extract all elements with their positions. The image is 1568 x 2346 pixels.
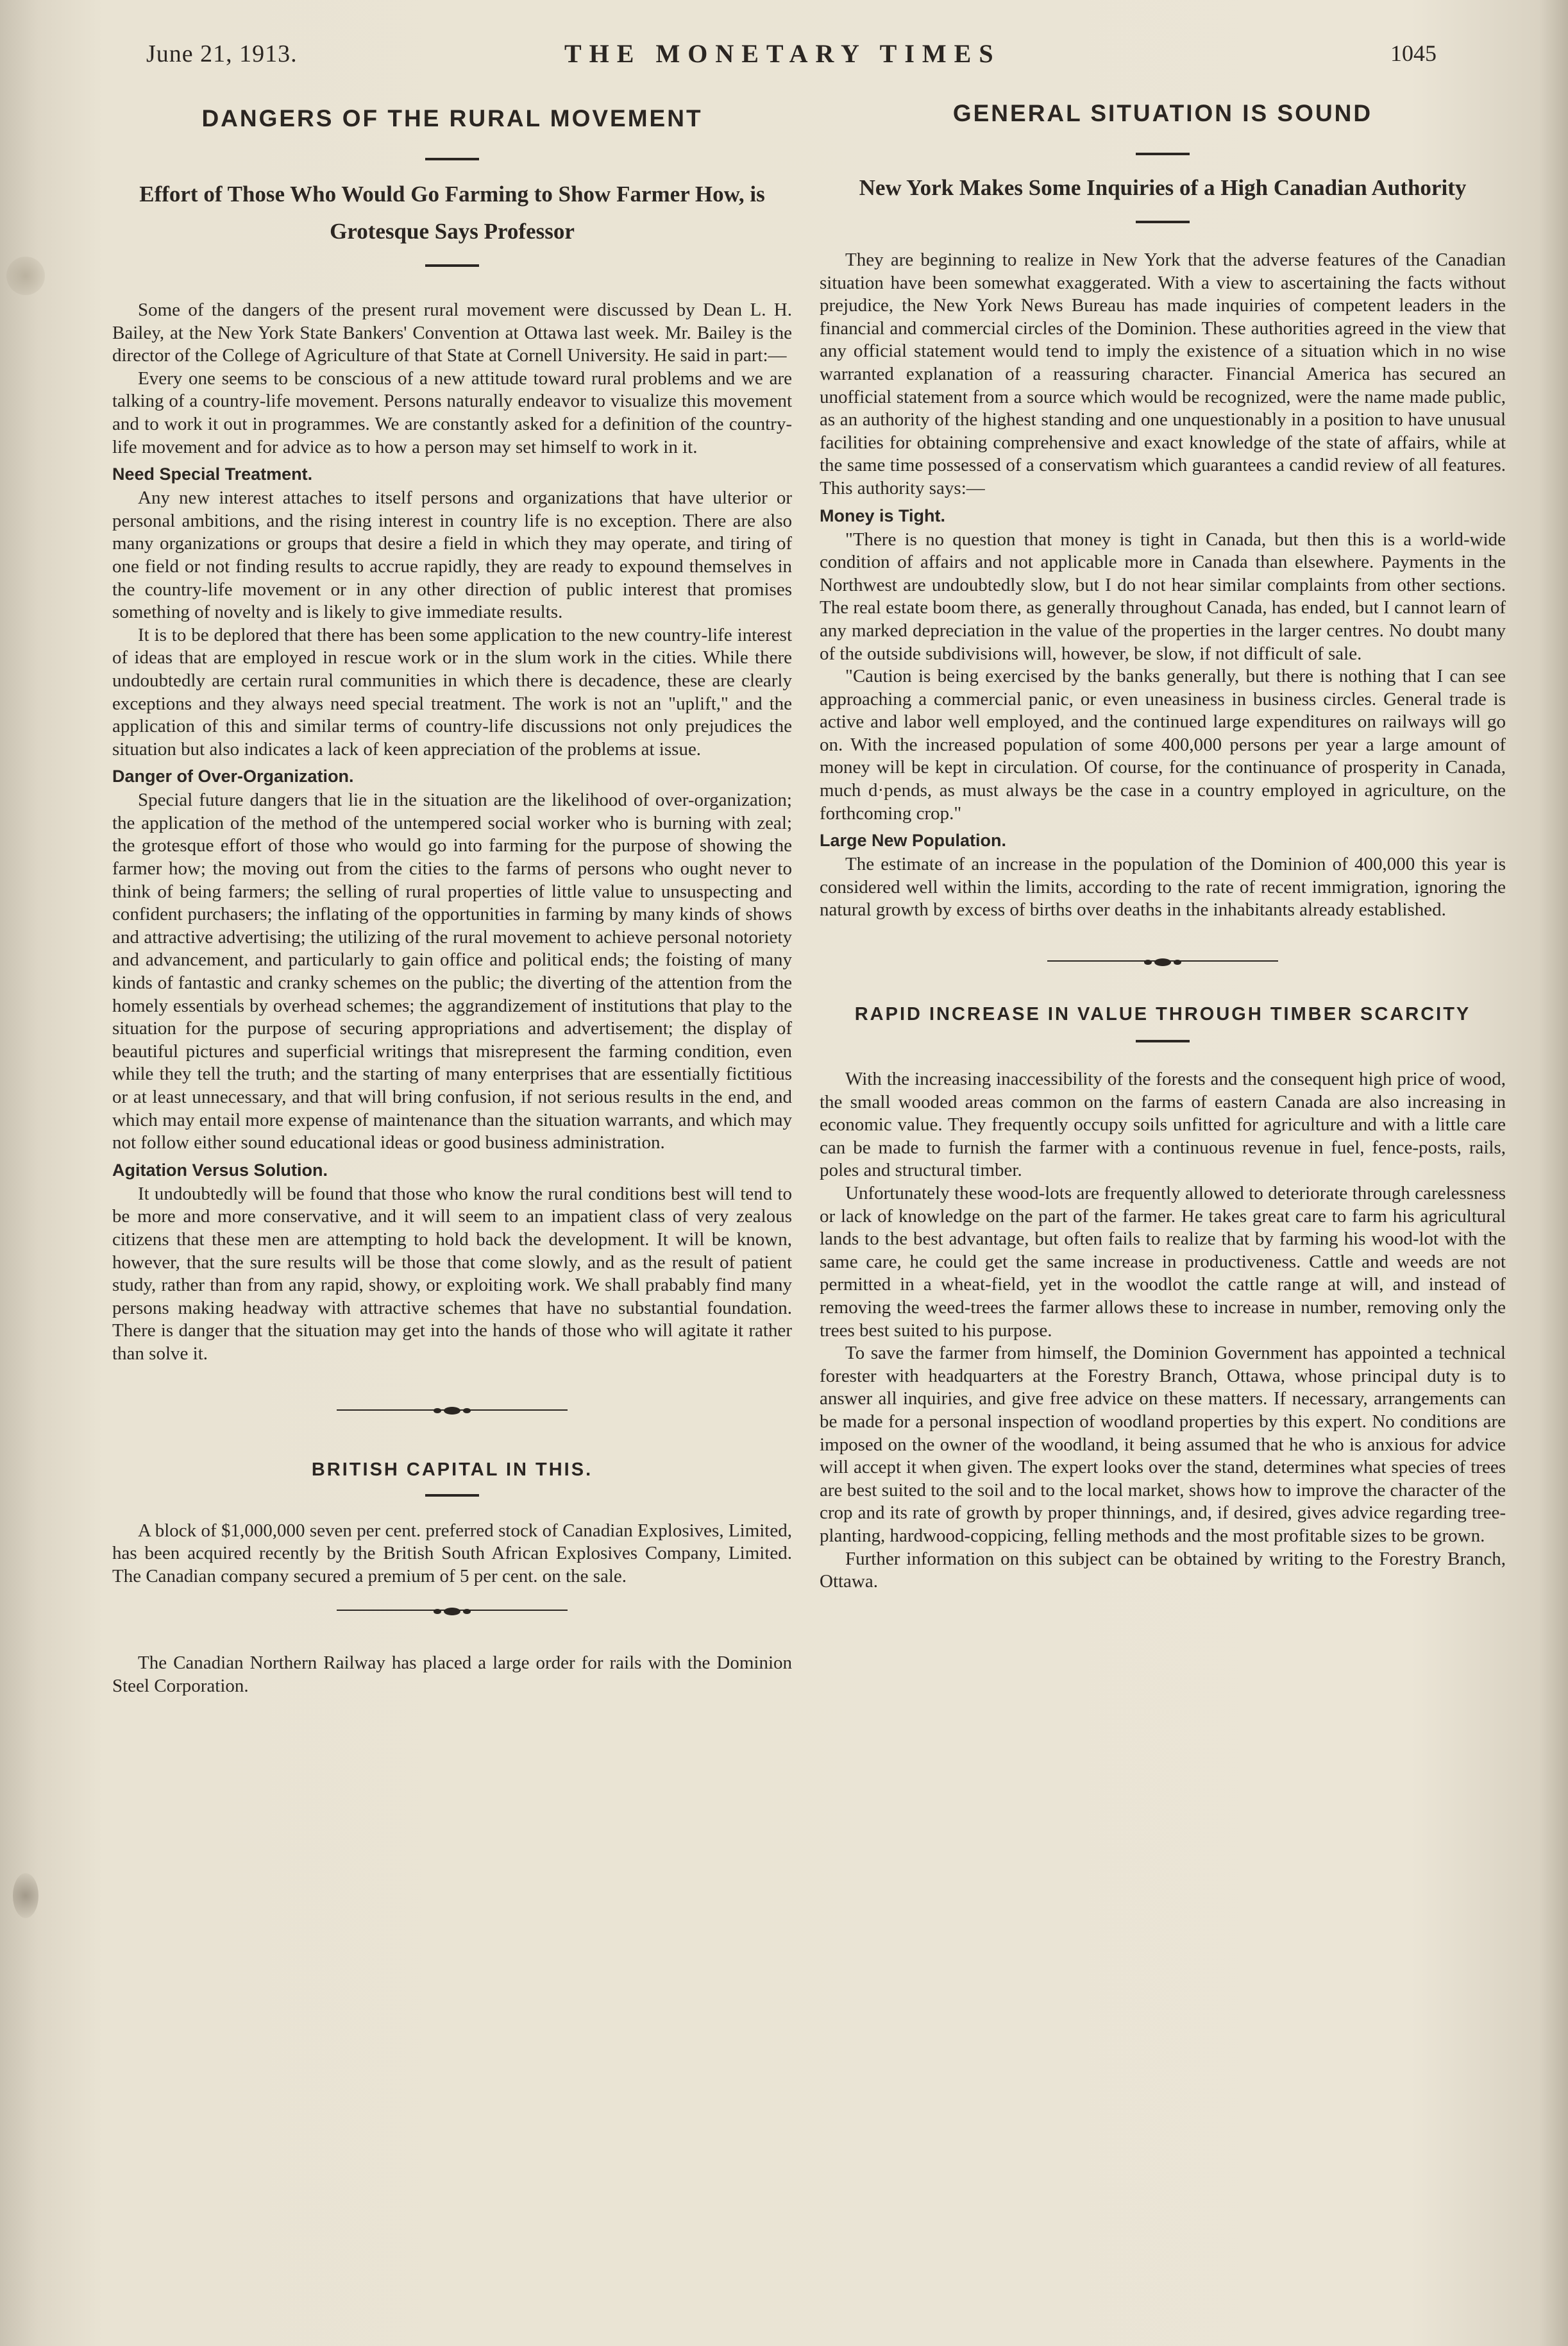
publication-title: THE MONETARY TIMES	[564, 39, 1001, 68]
paragraph: Every one seems to be conscious of a new attitude toward rural problems and we are talking of a country-life movement. Persons naturally endeavor to visualize this movement and to work it out in programmes. We are constantly asked for a definition of the country-life movement and for advice as to how a person may set himself to work in it.	[112, 368, 792, 457]
article-timber-scarcity	[820, 1000, 1506, 1594]
paragraph: Some of the dangers of the present rural movement were discussed by Dean L. H. Bailey, at the New York State Bankers' Convention at Ottawa last week. Mr. Bailey is the director of the College of Agriculture of that State at Cornell University. He said in part:—	[112, 300, 792, 366]
issue-date: June 21, 1913.	[146, 40, 298, 67]
article-canadian-northern	[112, 1652, 792, 1697]
paragraph: Further information on this subject can be obtained by writing to the Forestry Branch, Ottawa.	[820, 1548, 1506, 1592]
ornament-divider	[337, 1407, 568, 1413]
paragraph: Any new interest attaches to itself persons and organizations that have ulterior or personal ambitions, and the rising interest in country life is no exception. There are also many organizations or groups that desire a field in which they may operate, and tiring of one field or not finding results to accrue rapidly, they are ready to expound themselves in the country-life movement or in any other direction of public interest that promises something of novelty and is likely to give immediate results.	[112, 488, 792, 623]
title-rule	[1136, 153, 1190, 155]
paragraph: "Caution is being exercised by the banks generally, but there is nothing that I can see approaching a commercial panic, or even uneasiness in business circles. General trade is active and labor well employed, and the continued large expenditures on railways will go on. With the increased population of some 400,000 persons per year a large amount of money will be kept in circulation. Of course, for the continuance of prosperity in Canada, much d·pends, as must always be the case in a country employed in agriculture, on the forthcoming crop."	[820, 666, 1506, 824]
left-column	[112, 96, 792, 1698]
subtitle-rule	[425, 264, 479, 267]
section-heading: Large New Population.	[820, 831, 1007, 851]
title-rule	[1136, 1040, 1190, 1042]
page-number: 1045	[1390, 40, 1437, 66]
section-heading: Need Special Treatment.	[112, 464, 313, 484]
ornament-divider	[1047, 958, 1278, 964]
article-title: GENERAL SITUATION IS SOUND	[952, 100, 1373, 126]
paragraph: The estimate of an increase in the population of the Dominion of 400,000 this year is considered well within the limits, according to the rate of recent immigration, ignoring the natural growth by excess of births over deaths in the inhabitants already established.	[820, 854, 1506, 921]
paragraph: To save the farmer from himself, the Dominion Government has appointed a technical forester with headquarters at the Forestry Branch, Ottawa, whose principal duty is to answer all inquiries, and give free advice on these matters. If necessary, arrangements can be made for a personal inspection of woodland properties by this expert. No conditions are imposed on the owner of the woodland, it being assumed that he who is anxious for advice will accept it when given. The expert looks over the stand, determines what species of trees are best suited to the soil and to the local market, shows how to improve the character of the crop and its rate of growth by proper thinnings, and, if desired, gives advice regarding tree-planting, hardwood-coppicing, felling methods and the most profitable sizes to be grown.	[820, 1343, 1506, 1546]
running-head	[0, 40, 1568, 78]
paragraph: It undoubtedly will be found that those who know the rural conditions best will tend to be more and more conservative, and it will seem to an impatient class of very zealous citizens that these men are attempting to hold back the development. It will be known, however, that the sure results will be those that come slowly, and as the result of patient study, rather than from any rapid, showy, or exploiting work. We shall prabably find many persons making headway with attractive schemes that have no substantial foundation. There is danger that the situation may get into the hands of those who will agitate it rather than solve it.	[112, 1183, 792, 1364]
article-title: BRITISH CAPITAL IN THIS.	[311, 1459, 593, 1480]
section-heading: Agitation Versus Solution.	[112, 1160, 328, 1180]
paragraph: A block of $1,000,000 seven per cent. preferred stock of Canadian Explosives, Limited, has been acquired recently by the British South African Explosives Company, Limited. The Canadian company secured a premium of 5 per cent. on the sale.	[112, 1520, 792, 1586]
title-rule	[425, 158, 479, 160]
article-subtitle: Effort of Those Who Would Go Farming to Show Farmer How, is Grotesque Says Professor	[139, 182, 765, 244]
ornament-divider	[337, 1607, 568, 1613]
paragraph: Unfortunately these wood-lots are frequently allowed to deteriorate through carelessness or lack of knowledge on the part of the farmer. He takes great care to farm his agricultural lands to the best advantage, but often fails to realize that by farming his wood-lot with the same care, he could get the same increase in productiveness. Cattle and weeds are not permitted in a wheat-field, yet in the woodlot the cattle range at will, and instead of removing the weed-trees the farmer allows these to increase in number, removing only the trees best suited to his purpose.	[820, 1183, 1506, 1341]
article-general-situation	[820, 96, 1506, 922]
paragraph: With the increasing inaccessibility of the forests and the consequent high price of wood, the small wooded areas common on the farms of eastern Canada are also increasing in economic value. They frequently occupy soils unfitted for agriculture and with a little care can be made to furnish the farmer with a continuous revenue in fuel, fence-posts, rails, poles and structural timber.	[820, 1069, 1506, 1181]
paragraph: Special future dangers that lie in the situation are the likelihood of over-organization; the application of the method of the untempered social worker who is burning with zeal; the grotesque effort of those who would go into farming for the purpose of showing the farmer how; the moving out from the cities to the farms of persons who ought never to think of being farmers; the selling of rural properties of little value to unsuspecting and confident purchasers; the inflating of the opportunities in farming by many kinds of shows and attractive advertising; the utilizing of the rural movement to achieve personal notoriety and advancement, and particularly to gain office and political ends; the foisting of many kinds of fantastic and cranky schemes on the public; the diverting of the attention from the homely essentials by overhead schemes; the aggrandizement of institutions that play to the situation for the purpose of securing appropriations and advertisement; the display of beautiful pictures and superficial writings that misrepresent the farming condition, even while they tell the truth; and the starting of many enterprises that are essentially fictitious or at least unnecessary, and that will bring confusion, if not serious results in the end, and which may entail more expense of maintenance than the situation warrants, and which may not follow either sound educational ideas or good business administration.	[112, 790, 792, 1153]
section-heading: Danger of Over-Organization.	[112, 767, 354, 786]
article-british-capital	[112, 1456, 792, 1588]
paragraph: They are beginning to realize in New York that the adverse features of the Canadian situation have been somewhat exaggerated. With a view to ascertaining the facts without prejudice, the New York News Bureau has made inquiries of competent leaders in the financial and commercial circles of the Dominion. These authorities agreed in the view that any official statement would tend to imply the existence of a situation which in no wise warranted explanation of a reassuring character. Financial America has secured an unofficial statement from a source which would be recognized, were the name made public, as an authority of the highest standing and one unquestionably in a position to have unusual facilities for obtaining comprehensive and exact knowledge of the state of affairs, while at the same time possessed of a conservatism which guarantees a candid review of all features. This authority says:—	[820, 250, 1506, 498]
article-title: DANGERS OF THE RURAL MOVEMENT	[201, 105, 703, 132]
subtitle-rule	[1136, 221, 1190, 223]
title-rule	[425, 1494, 479, 1497]
section-heading: Money is Tight.	[820, 506, 946, 525]
paragraph: "There is no question that money is tight in Canada, but then this is a world-wide condition of affairs and not applicable more in Canada than elsewhere. Payments in the Northwest are undoubtedly slow, but I do not hear similar complaints from other sections. The real estate boom there, as generally throughout Canada, has ended, but I cannot learn of any marked depreciation in the value of the properties in the larger centres. No doubt many of the outside subdivisions will, however, be slow, if not difficult of sale.	[820, 529, 1506, 664]
article-rural-movement	[112, 101, 792, 1366]
paragraph: It is to be deplored that there has been some application to the new country-life interest of ideas that are employed in rescue work or in the slum work in the cities. While there undoubtedly are certain rural communities in which there is decadence, these are clearly exceptions and they always need special treatment. The work is not an "uplift," and the application of this and similar terms of country-life discussions not only prejudices the situation but also indicates a lack of keen appreciation of the problems at issue.	[112, 624, 792, 760]
article-subtitle: New York Makes Some Inquiries of a High Canadian Authority	[859, 175, 1467, 200]
article-title: RAPID INCREASE IN VALUE THROUGH TIMBER SCARCITY	[854, 1004, 1471, 1025]
paragraph: The Canadian Northern Railway has placed a large order for rails with the Dominion Steel Corporation.	[112, 1653, 792, 1696]
right-column	[820, 96, 1506, 1594]
